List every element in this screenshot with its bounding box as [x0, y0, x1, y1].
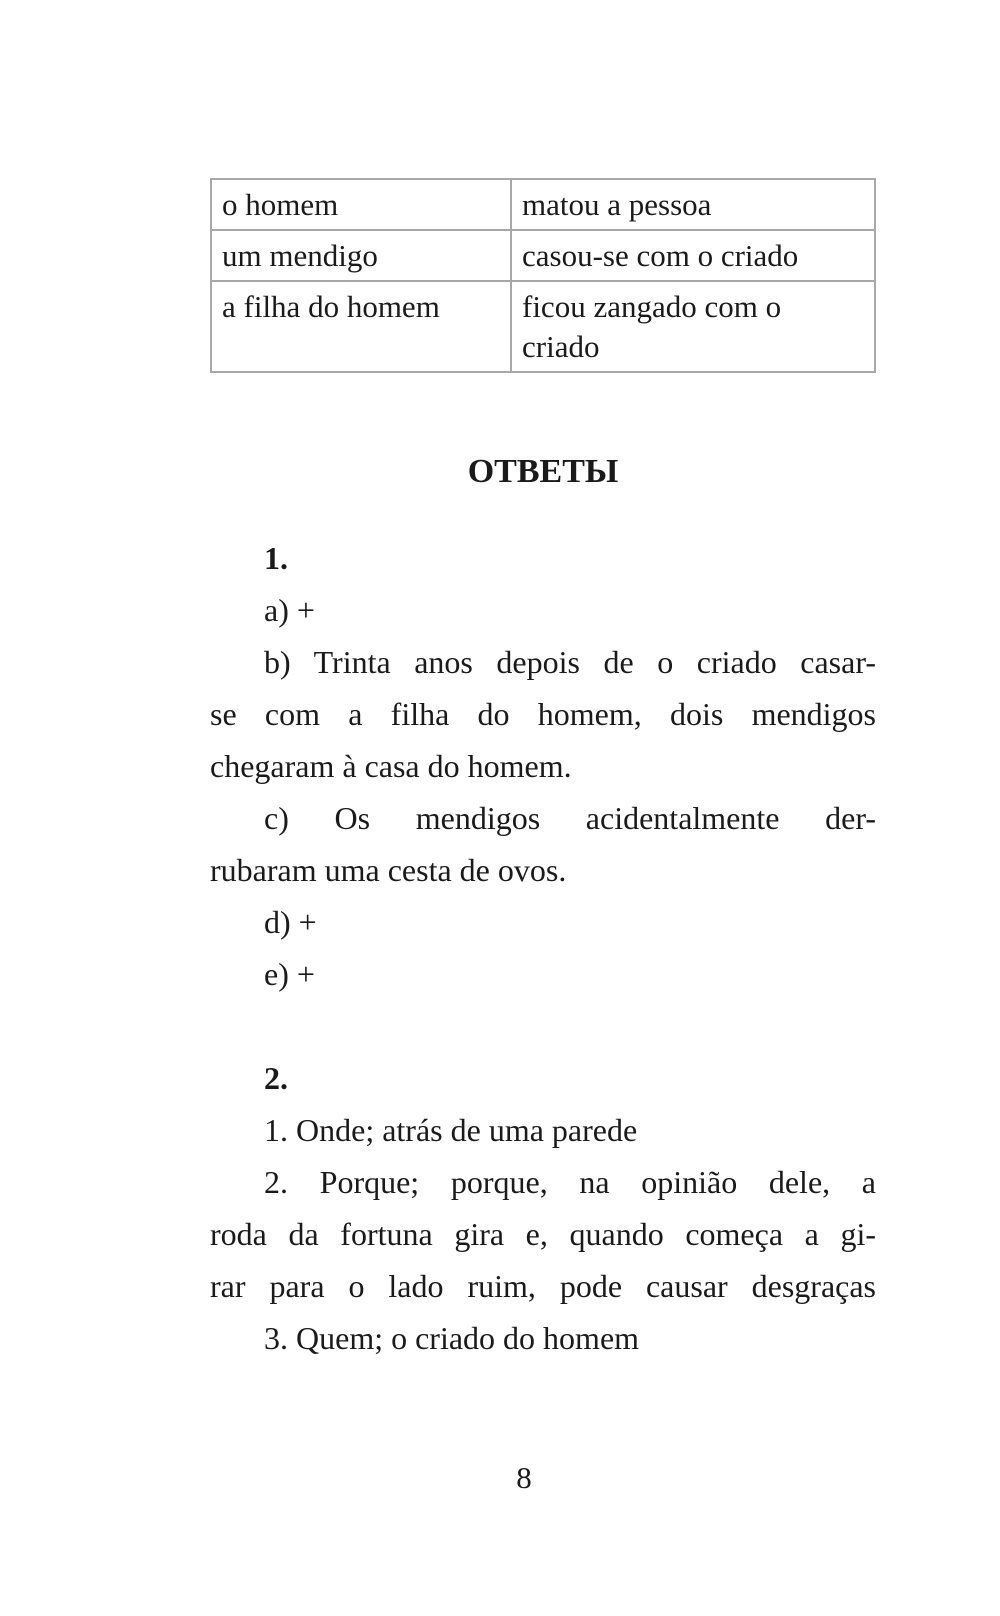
- answer-1b-line-1: b) Trinta anos depois de o criado casar-: [264, 644, 876, 680]
- table-cell: um mendigo: [211, 230, 511, 281]
- answer-2-item-3: 3. Quem; o criado do homem: [264, 1320, 640, 1356]
- table-cell: o homem: [211, 179, 511, 230]
- answer-2-item-2-line-2: roda da fortuna gira e, quando começa a gi-: [210, 1216, 876, 1252]
- matching-table: [210, 178, 876, 373]
- table-cell: casou-se com o criado: [511, 230, 875, 281]
- section-1-heading: 1.: [264, 540, 288, 576]
- section-2-heading: 2.: [264, 1060, 288, 1096]
- table-row: [211, 179, 875, 230]
- table-row: [211, 281, 875, 372]
- answer-2-item-2-line-1: 2. Porque; porque, na opinião dele, a: [264, 1164, 876, 1200]
- page-number: 8: [516, 1460, 532, 1495]
- answer-1b-line-3: chegaram à casa do homem.: [210, 748, 572, 784]
- answer-2-item-2-line-3: rar para o lado ruim, pode causar desgraças: [210, 1268, 876, 1304]
- table-cell: a filha do homem: [211, 281, 511, 372]
- answer-1b-line-2: se com a filha do homem, dois mendigos: [210, 696, 876, 732]
- table-row: [211, 230, 875, 281]
- answer-1a: a) +: [264, 592, 315, 628]
- answer-1d: d) +: [264, 904, 317, 940]
- answer-1c-line-1: c) Os mendigos acidentalmente der-: [264, 800, 876, 836]
- answer-2-item-1: 1. Onde; atrás de uma parede: [264, 1112, 638, 1148]
- table-cell: ficou zangado com o criado: [511, 281, 875, 372]
- answers-title: ОТВЕТЫ: [467, 453, 619, 490]
- answer-1c-line-2: rubaram uma cesta de ovos.: [210, 852, 567, 888]
- table-cell: matou a pessoa: [511, 179, 875, 230]
- answer-1e: e) +: [264, 956, 315, 992]
